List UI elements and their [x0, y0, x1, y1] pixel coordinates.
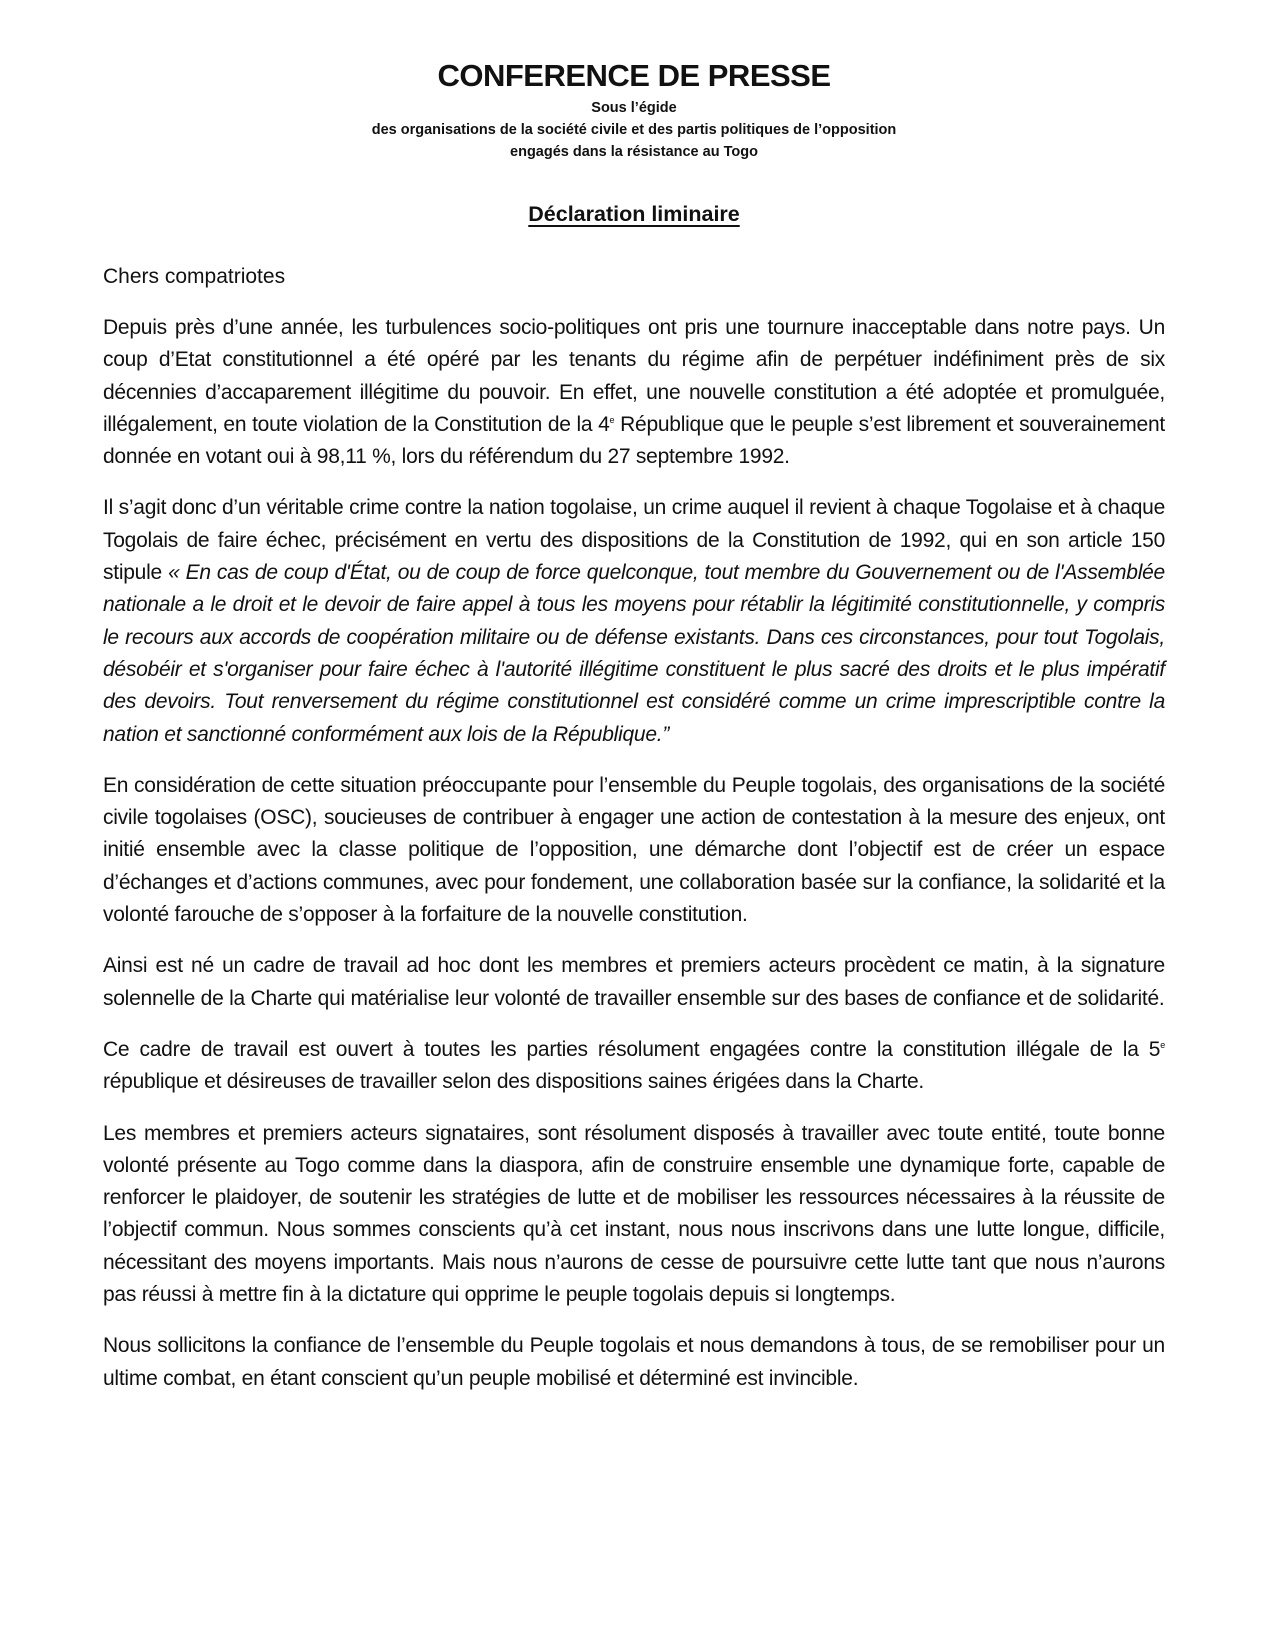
paragraph-5: [103, 1034, 1165, 1099]
paragraph-2: [103, 492, 1165, 750]
superscript-e: e: [1160, 1039, 1165, 1050]
header-line-3: engagés dans la résistance au Togo: [510, 144, 758, 160]
paragraph-1-text-a: Depuis près d’une année, les turbulences socio-politiques ont pris une tournure inacceptable dans notre pays. Un coup d’Etat constitutionnel a été opéré par les tenants du régime afin de perpétuer indéfiniment près de six décennies d’accaparement illégitime du pouvoir. En effet, une nouvelle constitution a été adoptée et promulguée, illégalement, en toute violation de la Constitution de la 4: [103, 316, 1165, 436]
paragraph-4: Ainsi est né un cadre de travail ad hoc dont les membres et premiers acteurs procèdent ce matin, à la signature solennelle de la Charte qui matérialise leur volonté de travailler ensemble sur des bases de confiance et de solidarité.: [103, 954, 1165, 1010]
paragraph-7: Nous sollicitons la confiance de l’ensemble du Peuple togolais et nous demandons à tous, de se remobiliser pour un ultime combat, en étant conscient qu’un peuple mobilisé et déterminé est invincible.: [103, 1334, 1165, 1390]
paragraph-3: En considération de cette situation préoccupante pour l’ensemble du Peuple togolais, des organisations de la société civile togolaises (OSC), soucieuses de contribuer à engager une action de contestation à la mesure des enjeux, ont initié ensemble avec la classe politique de l’opposition, une démarche dont l’objectif est de créer un espace d’échanges et d’actions communes, avec pour fondement, une collaboration basée sur la confiance, la solidarité et la volonté farouche de s’opposer à la forfaiture de la nouvelle constitution.: [103, 773, 1165, 927]
header-line-1: Sous l’égide: [591, 100, 677, 116]
header-line-2: des organisations de la société civile et des partis politiques de l’opposition: [371, 122, 897, 138]
document-title: CONFERENCE DE PRESSE: [437, 58, 831, 93]
superscript-e: e: [609, 414, 615, 425]
document-page: [103, 55, 1165, 1395]
paragraph-1-text-b: République que le peuple s’est librement et souverainement donnée en votant oui à 98,11 %, lors du référendum du 27 septembre 1992.: [103, 412, 1165, 469]
salutation: Chers compatriotes: [103, 265, 286, 288]
document-header: [103, 55, 1165, 163]
declaration-title: Déclaration liminaire: [528, 202, 740, 226]
constitution-quote: « En cas de coup d'État, ou de coup de force quelconque, tout membre du Gouvernement ou de l'Assemblée nationale a le droit et le devoir de faire appel à tous les moyens pour rétablir la légitimité constitutionnelle, y compris le recours aux accords de coopération militaire ou de défense existants. Dans ces circonstances, pour tout Togolais, désobéir et s'organiser pour faire échec à l'autorité illégitime constituent le plus sacré des droits et le plus impératif des devoirs. Tout renversement du régime constitutionnel est considéré comme un crime imprescriptible contre la nation et sanctionné conformément aux lois de la République.”: [103, 561, 1165, 746]
paragraph-5-text-a: Ce cadre de travail est ouvert à toutes les parties résolument engagées contre la constitution illégale de la 5: [103, 1037, 1161, 1061]
paragraph-1: [103, 312, 1165, 473]
paragraph-2-intro: Il s’agit donc d’un véritable crime contre la nation togolaise, un crime auquel il revient à chaque Togolaise et à chaque Togolais de faire échec, précisément en vertu des dispositions de la Constitution de 1992, qui en son article 150 stipule: [103, 496, 1165, 585]
paragraph-5-text-b: république et désireuses de travailler selon des dispositions saines érigées dans la Charte.: [103, 1070, 924, 1094]
paragraph-6: Les membres et premiers acteurs signataires, sont résolument disposés à travailler avec toute entité, toute bonne volonté présente au Togo comme dans la diaspora, afin de construire ensemble une dynamique forte, capable de renforcer le plaidoyer, de soutenir les stratégies de lutte et de mobiliser les ressources nécessaires à la réussite de l’objectif commun. Nous sommes conscients qu’à cet instant, nous nous inscrivons dans une lutte longue, difficile, nécessitant des moyens importants. Mais nous n’aurons de cesse de poursuivre cette lutte tant que nous n’aurons pas réussi à mettre fin à la dictature qui opprime le peuple togolais depuis si longtemps.: [103, 1121, 1165, 1307]
declaration-heading: [103, 202, 1165, 227]
